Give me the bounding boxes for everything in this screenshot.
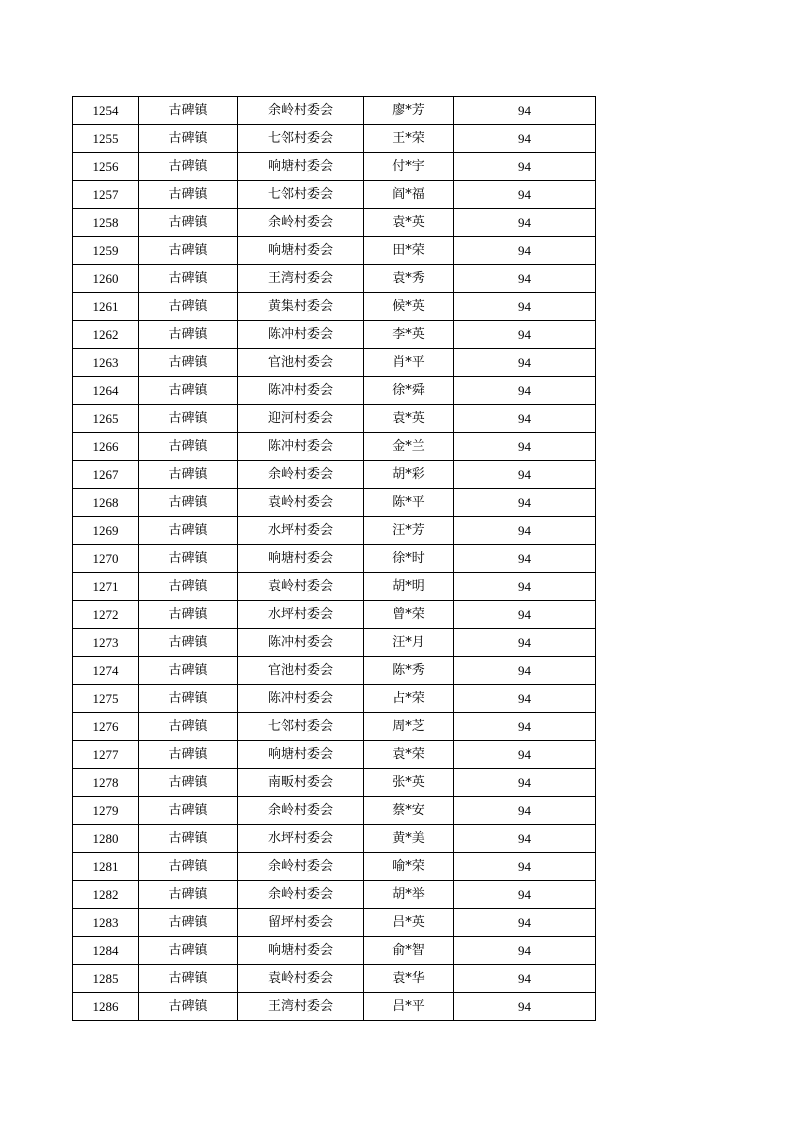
table-row <box>73 405 596 433</box>
table-row <box>73 461 596 489</box>
score-cell: 94 <box>454 965 596 993</box>
name-cell: 陈*秀 <box>364 657 454 685</box>
town-cell: 古碑镇 <box>139 153 238 181</box>
town-cell: 古碑镇 <box>139 433 238 461</box>
name-cell: 金*兰 <box>364 433 454 461</box>
table-row <box>73 993 596 1021</box>
serial-number-cell: 1278 <box>73 769 139 797</box>
serial-number-cell: 1273 <box>73 629 139 657</box>
score-cell: 94 <box>454 125 596 153</box>
score-cell: 94 <box>454 377 596 405</box>
name-cell: 汪*芳 <box>364 517 454 545</box>
village-committee-cell: 余岭村委会 <box>238 797 364 825</box>
town-cell: 古碑镇 <box>139 657 238 685</box>
records-table <box>72 96 596 1021</box>
name-cell: 胡*明 <box>364 573 454 601</box>
serial-number-cell: 1261 <box>73 293 139 321</box>
score-cell: 94 <box>454 881 596 909</box>
name-cell: 胡*举 <box>364 881 454 909</box>
score-cell: 94 <box>454 629 596 657</box>
table-row <box>73 125 596 153</box>
table-row <box>73 209 596 237</box>
serial-number-cell: 1259 <box>73 237 139 265</box>
serial-number-cell: 1264 <box>73 377 139 405</box>
name-cell: 王*荣 <box>364 125 454 153</box>
village-committee-cell: 袁岭村委会 <box>238 489 364 517</box>
village-committee-cell: 陈冲村委会 <box>238 629 364 657</box>
score-cell: 94 <box>454 489 596 517</box>
town-cell: 古碑镇 <box>139 825 238 853</box>
table-row <box>73 349 596 377</box>
score-cell: 94 <box>454 797 596 825</box>
score-cell: 94 <box>454 461 596 489</box>
town-cell: 古碑镇 <box>139 293 238 321</box>
name-cell: 周*芝 <box>364 713 454 741</box>
serial-number-cell: 1284 <box>73 937 139 965</box>
village-committee-cell: 迎河村委会 <box>238 405 364 433</box>
table-row <box>73 825 596 853</box>
score-cell: 94 <box>454 853 596 881</box>
name-cell: 黄*美 <box>364 825 454 853</box>
name-cell: 喻*荣 <box>364 853 454 881</box>
serial-number-cell: 1280 <box>73 825 139 853</box>
table-row <box>73 489 596 517</box>
town-cell: 古碑镇 <box>139 685 238 713</box>
town-cell: 古碑镇 <box>139 741 238 769</box>
serial-number-cell: 1255 <box>73 125 139 153</box>
table-row <box>73 237 596 265</box>
table-row <box>73 433 596 461</box>
name-cell: 付*宇 <box>364 153 454 181</box>
name-cell: 田*荣 <box>364 237 454 265</box>
town-cell: 古碑镇 <box>139 965 238 993</box>
records-table-body <box>73 97 596 1021</box>
town-cell: 古碑镇 <box>139 181 238 209</box>
score-cell: 94 <box>454 685 596 713</box>
village-committee-cell: 陈冲村委会 <box>238 685 364 713</box>
village-committee-cell: 黄集村委会 <box>238 293 364 321</box>
town-cell: 古碑镇 <box>139 993 238 1021</box>
village-committee-cell: 余岭村委会 <box>238 97 364 125</box>
name-cell: 袁*英 <box>364 209 454 237</box>
town-cell: 古碑镇 <box>139 713 238 741</box>
town-cell: 古碑镇 <box>139 601 238 629</box>
village-committee-cell: 响塘村委会 <box>238 153 364 181</box>
table-row <box>73 881 596 909</box>
score-cell: 94 <box>454 545 596 573</box>
serial-number-cell: 1279 <box>73 797 139 825</box>
score-cell: 94 <box>454 657 596 685</box>
score-cell: 94 <box>454 293 596 321</box>
score-cell: 94 <box>454 573 596 601</box>
town-cell: 古碑镇 <box>139 97 238 125</box>
name-cell: 张*英 <box>364 769 454 797</box>
score-cell: 94 <box>454 713 596 741</box>
village-committee-cell: 南畈村委会 <box>238 769 364 797</box>
town-cell: 古碑镇 <box>139 517 238 545</box>
name-cell: 李*英 <box>364 321 454 349</box>
name-cell: 徐*时 <box>364 545 454 573</box>
village-committee-cell: 留坪村委会 <box>238 909 364 937</box>
score-cell: 94 <box>454 405 596 433</box>
score-cell: 94 <box>454 937 596 965</box>
village-committee-cell: 响塘村委会 <box>238 741 364 769</box>
serial-number-cell: 1256 <box>73 153 139 181</box>
serial-number-cell: 1276 <box>73 713 139 741</box>
serial-number-cell: 1270 <box>73 545 139 573</box>
village-committee-cell: 余岭村委会 <box>238 461 364 489</box>
score-cell: 94 <box>454 265 596 293</box>
name-cell: 吕*平 <box>364 993 454 1021</box>
village-committee-cell: 王湾村委会 <box>238 993 364 1021</box>
town-cell: 古碑镇 <box>139 265 238 293</box>
table-row <box>73 657 596 685</box>
town-cell: 古碑镇 <box>139 881 238 909</box>
town-cell: 古碑镇 <box>139 405 238 433</box>
table-row <box>73 629 596 657</box>
name-cell: 俞*智 <box>364 937 454 965</box>
village-committee-cell: 陈冲村委会 <box>238 377 364 405</box>
serial-number-cell: 1282 <box>73 881 139 909</box>
table-row <box>73 181 596 209</box>
table-row <box>73 545 596 573</box>
serial-number-cell: 1286 <box>73 993 139 1021</box>
name-cell: 袁*秀 <box>364 265 454 293</box>
name-cell: 吕*英 <box>364 909 454 937</box>
serial-number-cell: 1272 <box>73 601 139 629</box>
town-cell: 古碑镇 <box>139 125 238 153</box>
serial-number-cell: 1281 <box>73 853 139 881</box>
name-cell: 徐*舜 <box>364 377 454 405</box>
town-cell: 古碑镇 <box>139 461 238 489</box>
name-cell: 汪*月 <box>364 629 454 657</box>
serial-number-cell: 1268 <box>73 489 139 517</box>
town-cell: 古碑镇 <box>139 573 238 601</box>
town-cell: 古碑镇 <box>139 377 238 405</box>
table-row <box>73 153 596 181</box>
score-cell: 94 <box>454 909 596 937</box>
name-cell: 肖*平 <box>364 349 454 377</box>
serial-number-cell: 1274 <box>73 657 139 685</box>
name-cell: 占*荣 <box>364 685 454 713</box>
serial-number-cell: 1283 <box>73 909 139 937</box>
serial-number-cell: 1271 <box>73 573 139 601</box>
town-cell: 古碑镇 <box>139 209 238 237</box>
town-cell: 古碑镇 <box>139 321 238 349</box>
village-committee-cell: 水坪村委会 <box>238 601 364 629</box>
village-committee-cell: 响塘村委会 <box>238 545 364 573</box>
table-row <box>73 965 596 993</box>
village-committee-cell: 官池村委会 <box>238 657 364 685</box>
serial-number-cell: 1257 <box>73 181 139 209</box>
serial-number-cell: 1265 <box>73 405 139 433</box>
score-cell: 94 <box>454 237 596 265</box>
town-cell: 古碑镇 <box>139 349 238 377</box>
table-row <box>73 517 596 545</box>
town-cell: 古碑镇 <box>139 769 238 797</box>
score-cell: 94 <box>454 209 596 237</box>
table-row <box>73 685 596 713</box>
score-cell: 94 <box>454 433 596 461</box>
score-cell: 94 <box>454 741 596 769</box>
village-committee-cell: 陈冲村委会 <box>238 433 364 461</box>
town-cell: 古碑镇 <box>139 937 238 965</box>
name-cell: 袁*荣 <box>364 741 454 769</box>
name-cell: 陈*平 <box>364 489 454 517</box>
serial-number-cell: 1266 <box>73 433 139 461</box>
town-cell: 古碑镇 <box>139 797 238 825</box>
name-cell: 廖*芳 <box>364 97 454 125</box>
score-cell: 94 <box>454 349 596 377</box>
table-row <box>73 713 596 741</box>
table-row <box>73 377 596 405</box>
table-row <box>73 797 596 825</box>
serial-number-cell: 1269 <box>73 517 139 545</box>
score-cell: 94 <box>454 769 596 797</box>
village-committee-cell: 七邻村委会 <box>238 181 364 209</box>
serial-number-cell: 1260 <box>73 265 139 293</box>
table-row <box>73 293 596 321</box>
village-committee-cell: 响塘村委会 <box>238 237 364 265</box>
table-row <box>73 909 596 937</box>
name-cell: 阎*福 <box>364 181 454 209</box>
town-cell: 古碑镇 <box>139 629 238 657</box>
name-cell: 袁*华 <box>364 965 454 993</box>
serial-number-cell: 1277 <box>73 741 139 769</box>
table-row <box>73 321 596 349</box>
town-cell: 古碑镇 <box>139 237 238 265</box>
village-committee-cell: 余岭村委会 <box>238 853 364 881</box>
village-committee-cell: 响塘村委会 <box>238 937 364 965</box>
name-cell: 袁*英 <box>364 405 454 433</box>
village-committee-cell: 水坪村委会 <box>238 825 364 853</box>
village-committee-cell: 水坪村委会 <box>238 517 364 545</box>
village-committee-cell: 袁岭村委会 <box>238 573 364 601</box>
village-committee-cell: 余岭村委会 <box>238 881 364 909</box>
town-cell: 古碑镇 <box>139 489 238 517</box>
table-row <box>73 265 596 293</box>
village-committee-cell: 七邻村委会 <box>238 125 364 153</box>
table-row <box>73 769 596 797</box>
table-row <box>73 741 596 769</box>
score-cell: 94 <box>454 825 596 853</box>
table-row <box>73 853 596 881</box>
serial-number-cell: 1275 <box>73 685 139 713</box>
serial-number-cell: 1267 <box>73 461 139 489</box>
table-row <box>73 601 596 629</box>
table-row <box>73 573 596 601</box>
town-cell: 古碑镇 <box>139 853 238 881</box>
village-committee-cell: 王湾村委会 <box>238 265 364 293</box>
score-cell: 94 <box>454 517 596 545</box>
town-cell: 古碑镇 <box>139 909 238 937</box>
village-committee-cell: 官池村委会 <box>238 349 364 377</box>
name-cell: 曾*荣 <box>364 601 454 629</box>
town-cell: 古碑镇 <box>139 545 238 573</box>
name-cell: 候*英 <box>364 293 454 321</box>
score-cell: 94 <box>454 321 596 349</box>
serial-number-cell: 1285 <box>73 965 139 993</box>
score-cell: 94 <box>454 153 596 181</box>
village-committee-cell: 袁岭村委会 <box>238 965 364 993</box>
village-committee-cell: 七邻村委会 <box>238 713 364 741</box>
serial-number-cell: 1254 <box>73 97 139 125</box>
score-cell: 94 <box>454 993 596 1021</box>
serial-number-cell: 1258 <box>73 209 139 237</box>
name-cell: 蔡*安 <box>364 797 454 825</box>
serial-number-cell: 1263 <box>73 349 139 377</box>
table-row <box>73 97 596 125</box>
table-row <box>73 937 596 965</box>
village-committee-cell: 余岭村委会 <box>238 209 364 237</box>
score-cell: 94 <box>454 97 596 125</box>
serial-number-cell: 1262 <box>73 321 139 349</box>
score-cell: 94 <box>454 601 596 629</box>
score-cell: 94 <box>454 181 596 209</box>
name-cell: 胡*彩 <box>364 461 454 489</box>
village-committee-cell: 陈冲村委会 <box>238 321 364 349</box>
